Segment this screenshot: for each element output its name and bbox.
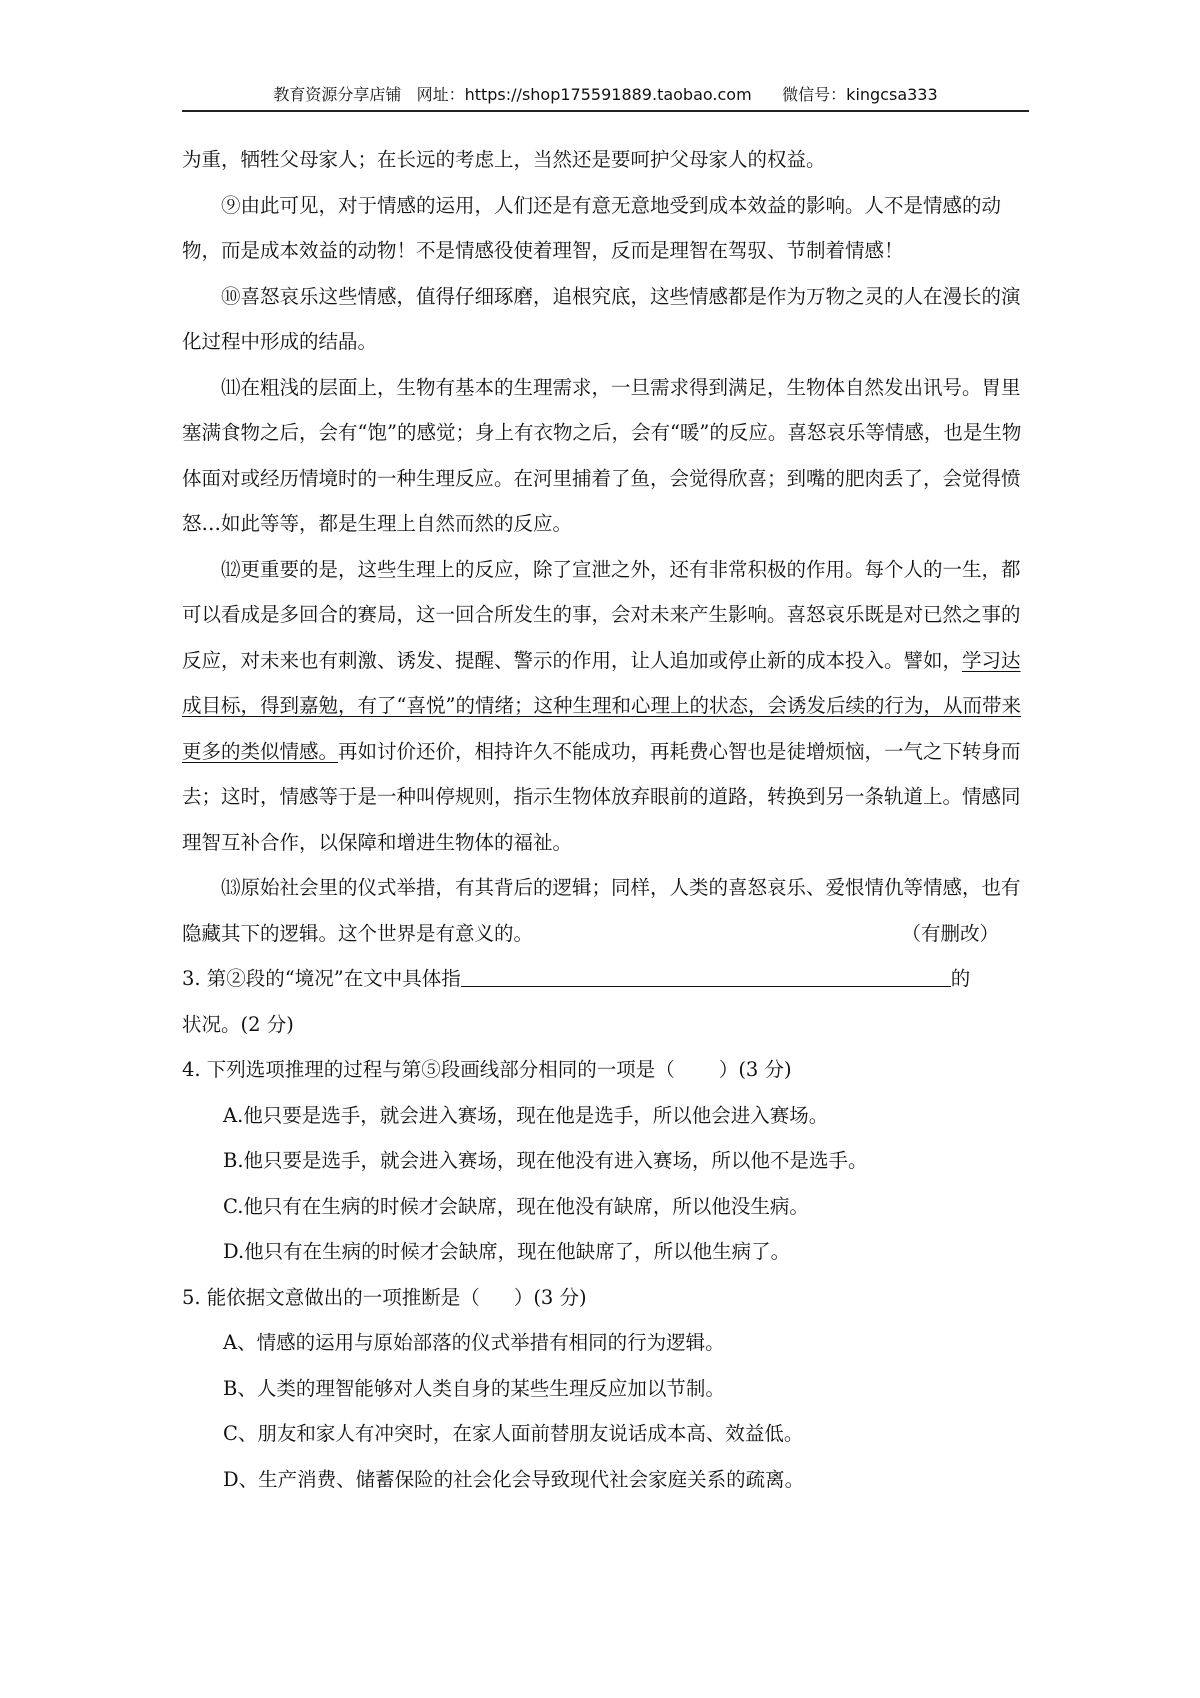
paragraph-12-part-a: ⑿更重要的是，这些生理上的反应，除了宣泄之外，还有非常积极的作用。每个人的一生，都可以看成是多回合的赛局，这一回合所发生的事，会对未来产生影响。喜怒哀乐既是对已然之事的反应，对未来也有刺激、诱发、提醒、警示的作用，让人追加或停止新的成本投入。譬如，: [182, 557, 1021, 672]
option-4b: B.他只要是选手，就会进入赛场，现在他没有进入赛场，所以他不是选手。: [223, 1149, 868, 1172]
paragraph-10: ⑩喜怒哀乐这些情感，值得仔细琢磨，追根究底，这些情感都是作为万物之灵的人在漫长的演化过程中形成的结晶。: [182, 284, 1021, 353]
question-3-text: 3. 第②段的“境况”在文中具体指: [182, 967, 461, 990]
option-5a: A、情感的运用与原始部落的仪式举措有相同的行为逻辑。: [223, 1331, 725, 1354]
question-3: [182, 956, 1029, 1002]
option-4d: D.他只有在生病的时候才会缺席，现在他缺席了，所以他生病了。: [223, 1240, 791, 1263]
paragraph-9: ⑨由此可见，对于情感的运用，人们还是有意无意地受到成本效益的影响。人不是情感的动物，而是成本效益的动物！不是情感役使着理智，反而是理智在驾驭、节制着情感！: [182, 193, 1002, 262]
paragraph-13-text: ⒀原始社会里的仪式举措，有其背后的逻辑；同样，人类的喜怒哀乐、爱恨情仇等情感，也有隐藏其下的逻辑。这个世界是有意义的。: [182, 876, 1021, 945]
question-4-text: 4. 下列选项推理的过程与第⑤段画线部分相同的一项是（: [182, 1058, 675, 1081]
page-header: 教育资源分享店铺 网址：https://shop175591889.taobao.com 微信号：kingcsa333: [182, 80, 1029, 112]
option-5c: C、朋友和家人有冲突时，在家人面前替朋友说话成本高、效益低。: [223, 1422, 804, 1445]
option-4c: C.他只有在生病的时候才会缺席，现在他没有缺席，所以他没生病。: [223, 1194, 809, 1218]
option-5b: B、人类的理智能够对人类自身的某些生理反应加以节制。: [223, 1376, 725, 1400]
question-5-text: 5. 能依据文意做出的一项推断是（: [182, 1285, 480, 1309]
page-content: [182, 137, 1029, 1502]
paragraph-12-underlined: 学习达成目标，得到嘉勉，有了“喜悦”的情绪；这种生理和心理上的状态，会诱发后续的行为，从而带来更多的类似情感。: [182, 648, 1021, 763]
paragraph-12-part-b: 再如讨价还价，相持许久不能成功，再耗费心智也是徒增烦恼，一气之下转身而去；这时，情感等于是一种叫停规则，指示生物体放弃眼前的道路，转换到另一条轨道上。情感同理智互补合作，以保障和增进生物体的福祉。: [182, 739, 1021, 854]
question-3-suffix: 的: [950, 967, 971, 990]
paragraph-13: [182, 865, 1029, 956]
question-5: [182, 1275, 1029, 1321]
answer-blank[interactable]: [461, 964, 951, 987]
edit-note: （有删改）: [901, 921, 999, 945]
question-3-line2: 状况。(2 分): [182, 1012, 294, 1036]
option-5d: D、生产消费、储蓄保险的社会化会导致现代社会家庭关系的疏离。: [223, 1467, 805, 1491]
paragraph-8-end: 为重，牺牲父母家人；在长远的考虑上，当然还是要呵护父母家人的权益。: [182, 148, 826, 171]
paragraph-12: [182, 547, 1029, 866]
question-5-score: ）(3 分): [513, 1285, 587, 1309]
option-4a: A.他只要是选手，就会进入赛场，现在他是选手，所以他会进入赛场。: [223, 1103, 829, 1127]
paragraph-11: ⑾在粗浅的层面上，生物有基本的生理需求，一旦需求得到满足，生物体自然发出讯号。胃里塞满食物之后，会有“饱”的感觉；身上有衣物之后，会有“暖”的反应。喜怒哀乐等情感，也是生物体面对或经历情境时的一种生理反应。在河里捕着了鱼，会觉得欣喜；到嘴的肥肉丢了，会觉得愤怒…如此等等，都是生理上自然而然的反应。: [182, 375, 1022, 535]
question-4-score: ）(3 分): [718, 1058, 792, 1081]
question-4: [182, 1047, 1029, 1093]
